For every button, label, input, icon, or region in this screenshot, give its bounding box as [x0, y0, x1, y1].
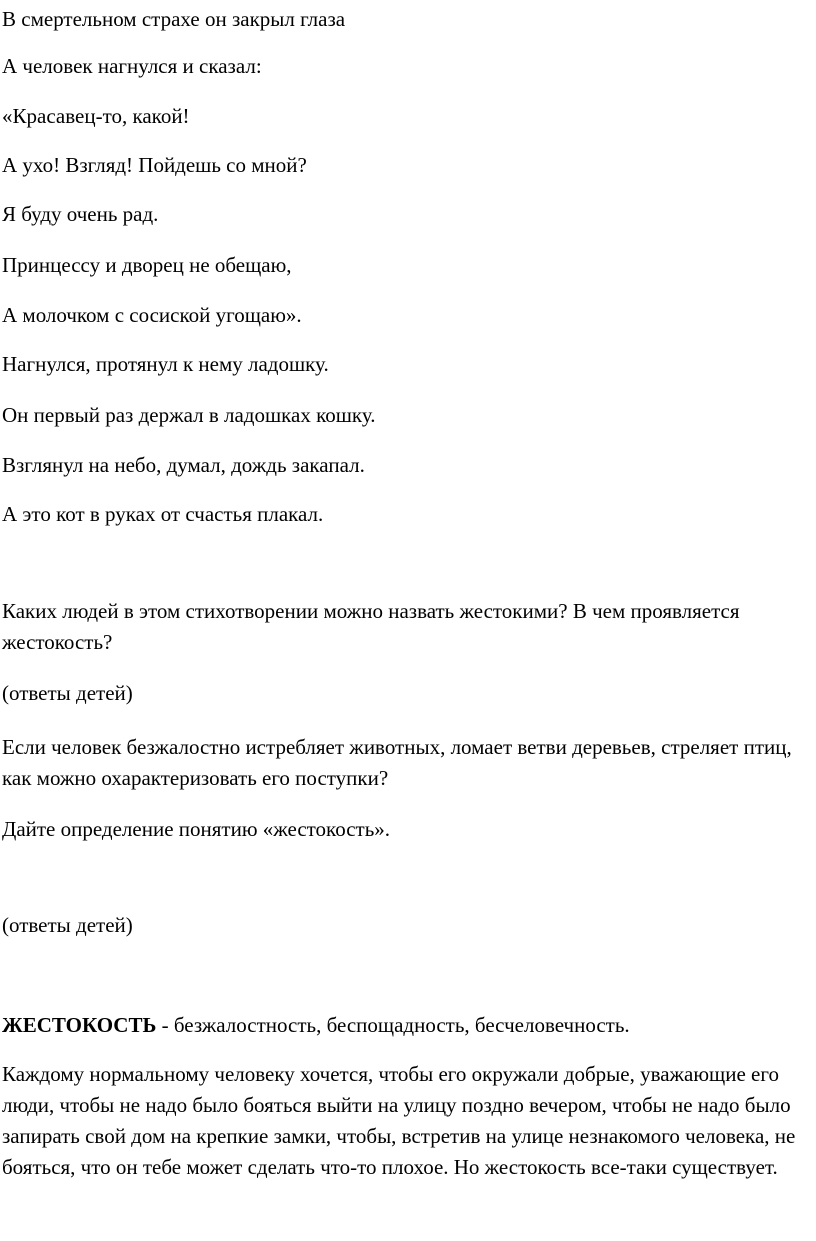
closing-paragraph: Каждому нормальному человеку хочется, чтобы его окружали добрые, уважающие его люди, чтобы не надо было бояться выйти на улицу поздно вечером, чтобы не надо было запирать свой дом на крепкие замки, чтобы, встретив на улице незнакомого человека, не бояться, что он тебе может сделать что-то плохое. Но жестокость все-таки существует.: [2, 1062, 796, 1179]
question-actions: Если человек безжалостно истребляет животных, ломает ветви деревьев, стреляет птиц, как можно охарактеризовать его поступки?: [2, 735, 792, 790]
poem-line: Взглянул на небо, думал, дождь закапал.: [2, 453, 365, 477]
question-definition: Дайте определение понятию «жестокость».: [2, 817, 391, 841]
poem-line: А молочком с сосиской угощаю».: [2, 303, 302, 327]
poem-line: А это кот в руках от счастья плакал.: [2, 502, 324, 526]
definition: [2, 1013, 630, 1037]
question-cruel-people: Каких людей в этом стихотворении можно назвать жестокими? В чем проявляется жестокость?: [2, 599, 740, 654]
poem-line: «Красавец-то, какой!: [2, 104, 190, 128]
poem-line: Принцессу и дворец не обещаю,: [2, 253, 292, 277]
poem-line: А человек нагнулся и сказал:: [2, 54, 262, 78]
definition-term: ЖЕСТОКОСТЬ: [2, 1013, 157, 1037]
children-answers-note: (ответы детей): [2, 913, 133, 937]
poem-line: Нагнулся, протянул к нему ладошку.: [2, 352, 329, 376]
definition-text: - безжалостность, беспощадность, бесчеловечность.: [156, 1013, 630, 1037]
children-answers-note: (ответы детей): [2, 681, 133, 705]
poem-line: А ухо! Взгляд! Пойдешь со мной?: [2, 153, 307, 177]
poem-line: Я буду очень рад.: [2, 202, 159, 226]
poem-line: Он первый раз держал в ладошках кошку.: [2, 403, 376, 427]
poem-line: В смертельном страхе он закрыл глаза: [2, 7, 346, 31]
